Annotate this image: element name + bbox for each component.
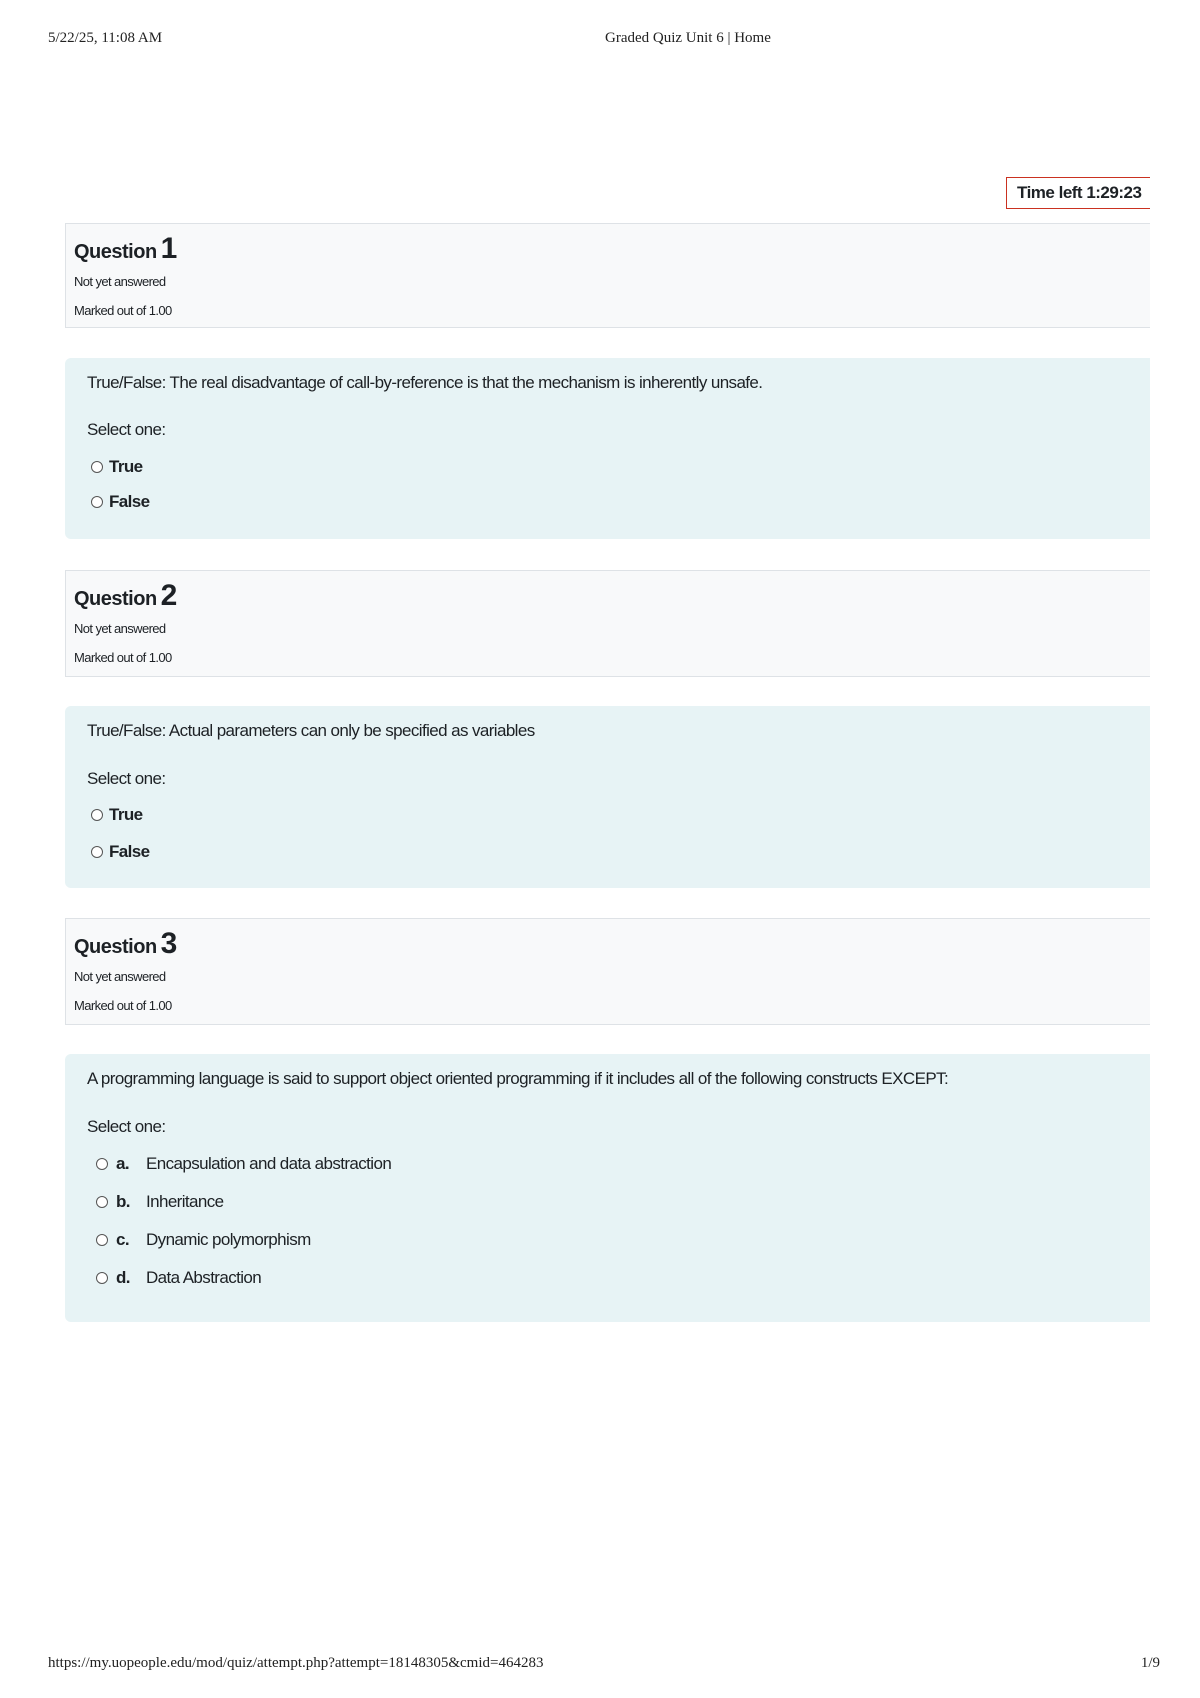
question-grade: Marked out of 1.00 [74, 650, 172, 665]
answer-option-label[interactable]: False [109, 492, 150, 511]
answer-option-letter[interactable]: d. [116, 1268, 130, 1287]
answer-option-text[interactable]: Dynamic polymorphism [146, 1230, 311, 1249]
radio-button[interactable] [91, 846, 103, 858]
question-state: Not yet answered [74, 274, 166, 289]
answer-option-label[interactable]: True [109, 457, 143, 476]
answer-option-text[interactable]: Encapsulation and data abstraction [146, 1154, 392, 1173]
radio-button[interactable] [91, 461, 103, 473]
question-info-2 [65, 570, 1150, 677]
radio-button[interactable] [91, 809, 103, 821]
radio-button[interactable] [96, 1234, 108, 1246]
answer-option-letter[interactable]: b. [116, 1192, 130, 1211]
question-text: A programming language is said to support object oriented programming if it includes all of the following constructs EXCEPT: [87, 1069, 949, 1088]
question-number-heading [74, 232, 177, 266]
question-text: True/False: Actual parameters can only be specified as variables [87, 721, 535, 740]
print-url: https://my.uopeople.edu/mod/quiz/attempt.php?attempt=18148305&cmid=464283 [48, 1655, 544, 1671]
answer-option-label[interactable]: False [109, 842, 150, 861]
print-page-title: Graded Quiz Unit 6 | Home [605, 30, 771, 46]
select-one-prompt: Select one: [87, 1117, 166, 1136]
question-label: Question [74, 936, 157, 958]
question-number-heading [74, 579, 177, 613]
question-number: 3 [160, 927, 177, 960]
select-one-prompt: Select one: [87, 769, 166, 788]
select-one-prompt: Select one: [87, 420, 166, 439]
answer-option-text[interactable]: Data Abstraction [146, 1268, 262, 1287]
print-footer [0, 1655, 1200, 1675]
question-content-3 [65, 1054, 1150, 1322]
question-text: True/False: The real disadvantage of call-by-reference is that the mechanism is inherently unsafe. [87, 373, 763, 392]
radio-button[interactable] [96, 1158, 108, 1170]
print-page-number: 1/9 [1140, 1655, 1160, 1671]
question-info-3 [65, 918, 1150, 1025]
radio-button[interactable] [96, 1196, 108, 1208]
question-number: 1 [160, 232, 177, 265]
answer-option-letter[interactable]: a. [116, 1154, 129, 1173]
answer-option-false[interactable] [91, 841, 149, 863]
print-header [0, 30, 1200, 50]
question-state: Not yet answered [74, 969, 166, 984]
answer-option-false[interactable] [91, 491, 149, 513]
question-label: Question [74, 588, 157, 610]
question-number-heading [74, 927, 177, 961]
question-state: Not yet answered [74, 621, 166, 636]
question-info-1 [65, 223, 1150, 328]
answer-option-label[interactable]: True [109, 805, 143, 824]
question-number: 2 [160, 579, 177, 612]
radio-button[interactable] [91, 496, 103, 508]
question-content-2 [65, 706, 1150, 888]
question-label: Question [74, 241, 157, 263]
radio-button[interactable] [96, 1272, 108, 1284]
answer-option-a[interactable] [96, 1153, 391, 1175]
answer-option-c[interactable] [96, 1229, 311, 1251]
answer-option-true[interactable] [91, 804, 143, 826]
question-content-1 [65, 358, 1150, 539]
print-datetime: 5/22/25, 11:08 AM [48, 30, 163, 46]
question-grade: Marked out of 1.00 [74, 303, 172, 318]
answer-option-d[interactable] [96, 1267, 261, 1289]
answer-option-text[interactable]: Inheritance [146, 1192, 224, 1211]
answer-option-letter[interactable]: c. [116, 1230, 129, 1249]
question-grade: Marked out of 1.00 [74, 998, 172, 1013]
answer-option-b[interactable] [96, 1191, 224, 1213]
answer-option-true[interactable] [91, 456, 143, 478]
quiz-timer: Time left 1:29:23 [1006, 177, 1150, 209]
